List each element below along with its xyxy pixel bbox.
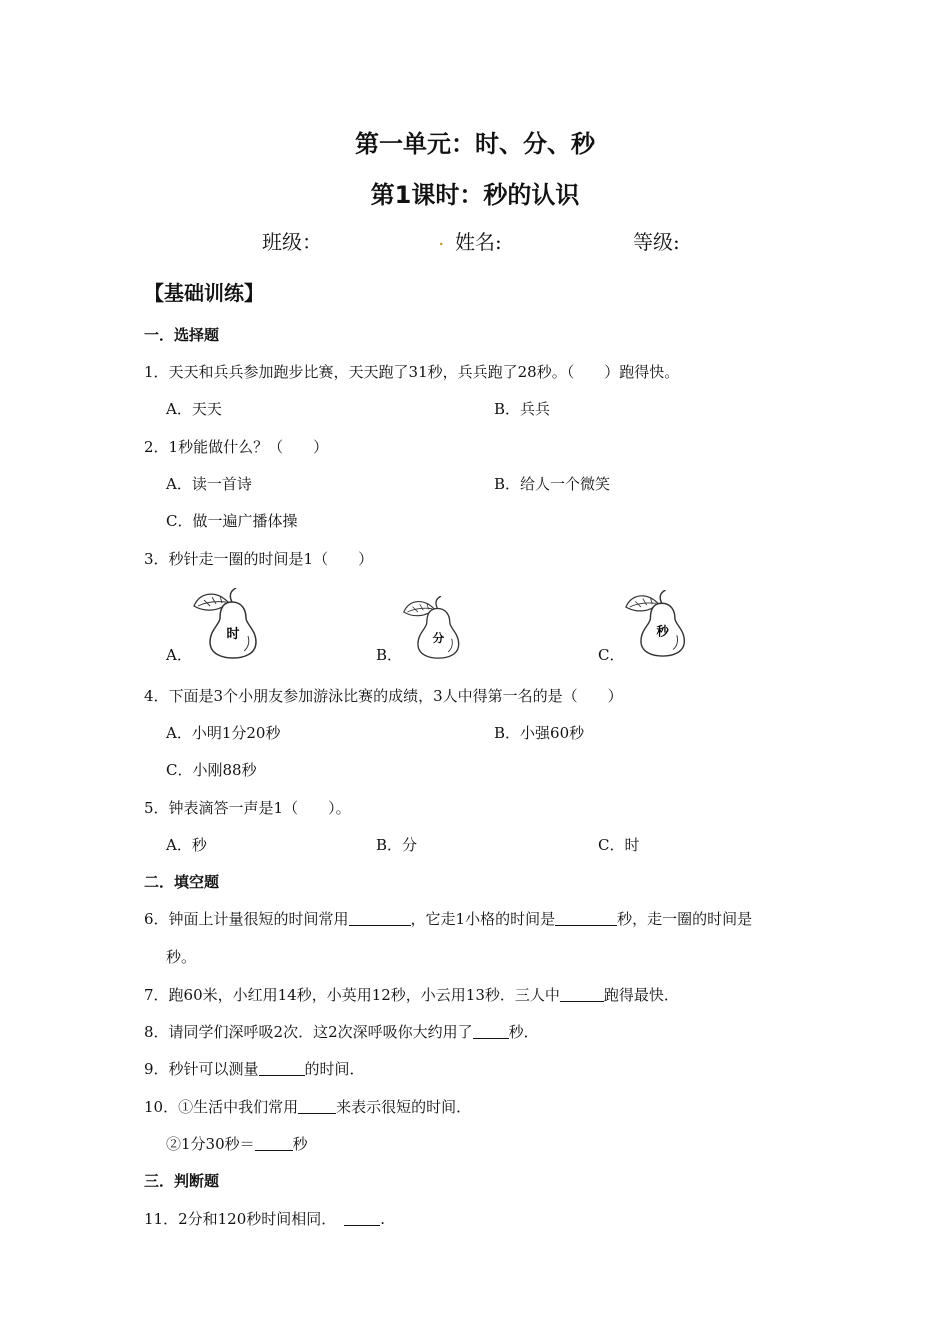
q9-text-2: 的时间． — [304, 1060, 365, 1078]
pear-icon-second — [624, 590, 690, 658]
q10-blank-1[interactable] — [298, 1099, 336, 1114]
q8 — [144, 1021, 539, 1042]
pear-label-second: 秒 — [656, 624, 669, 639]
q6-line1 — [144, 908, 752, 929]
q7 — [144, 984, 679, 1005]
pear-icon-hour — [192, 588, 262, 660]
q6-text-2: ，它走1小格的时间是 — [410, 910, 556, 928]
q7-text-1: 7．跑60米，小红用14秒，小英用12秒，小云用13秒．三人中 — [144, 986, 560, 1004]
unit-title: 第一单元：时、分、秒 — [355, 130, 595, 158]
q10-text-3: ②1分30秒＝ — [166, 1135, 255, 1153]
q11-text-1: 11．2分和120秒时间相同． — [144, 1210, 337, 1228]
q2-stem: 2．1秒能做什么？（ ） — [144, 438, 329, 456]
pear-label-minute: 分 — [432, 631, 445, 646]
q6-blank-2[interactable] — [555, 911, 617, 926]
q9-text-1: 9．秒针可以测量 — [144, 1060, 259, 1078]
q7-blank[interactable] — [560, 987, 604, 1002]
q3-option-c[interactable]: C． — [598, 646, 625, 664]
part2-title: 二．填空题 — [144, 873, 220, 891]
q3-stem: 3．秒针走一圈的时间是1（ ） — [144, 550, 374, 568]
q11 — [144, 1208, 385, 1229]
q4-option-b[interactable]: B．小强60秒 — [494, 724, 585, 742]
q1-option-a[interactable]: A．天天 — [166, 400, 222, 418]
q6-line2: 秒。 — [166, 948, 197, 966]
q2-option-a[interactable]: A．读一首诗 — [166, 475, 252, 493]
q6-text-1: 6．钟面上计量很短的时间常用 — [144, 910, 349, 928]
lesson-title: 第1课时：秒的认识 — [370, 181, 580, 209]
q5-option-a[interactable]: A．秒 — [166, 836, 207, 854]
q10-blank-2[interactable] — [255, 1136, 293, 1151]
q4-option-c[interactable]: C．小刚88秒 — [166, 761, 257, 779]
part3-title: 三．判断题 — [144, 1172, 220, 1190]
q7-text-2: 跑得最快． — [603, 986, 679, 1004]
q1-option-b[interactable]: B．兵兵 — [494, 400, 551, 418]
q6-blank-1[interactable] — [349, 911, 411, 926]
part1-title: 一．选择题 — [144, 326, 220, 344]
q3-option-b[interactable]: B． — [376, 646, 403, 664]
q5-option-b[interactable]: B．分 — [376, 836, 418, 854]
grade-label: 等级: — [633, 230, 680, 254]
q10-line2 — [166, 1133, 308, 1154]
q6-text-3: 秒，走一圈的时间是 — [617, 910, 753, 928]
section-basic-training: 【基础训练】 — [144, 281, 264, 305]
q8-text-2: 秒． — [508, 1023, 539, 1041]
q11-text-2: . — [380, 1210, 386, 1228]
name-label: 姓名: — [455, 230, 502, 254]
q4-stem: 4．下面是3个小朋友参加游泳比赛的成绩，3人中得第一名的是（ ） — [144, 687, 623, 705]
q4-option-a[interactable]: A．小明1分20秒 — [166, 724, 281, 742]
separator-dot: . — [438, 226, 445, 250]
q3-option-a[interactable]: A． — [166, 646, 192, 664]
q1-stem: 1．天天和兵兵参加跑步比赛，天天跑了31秒，兵兵跑了28秒。（ ）跑得快。 — [144, 363, 680, 381]
pear-icon-minute — [402, 596, 464, 660]
pear-label-hour: 时 — [226, 627, 240, 642]
q5-option-c[interactable]: C．时 — [598, 836, 640, 854]
q2-option-c[interactable]: C．做一遍广播体操 — [166, 512, 298, 530]
q10-text-1: 10．①生活中我们常用 — [144, 1098, 299, 1116]
q10-text-2: 来表示很短的时间． — [336, 1098, 472, 1116]
q9 — [144, 1058, 365, 1079]
q11-blank[interactable] — [344, 1211, 380, 1226]
q8-blank[interactable] — [473, 1024, 509, 1039]
q10-line1 — [144, 1096, 471, 1117]
q9-blank[interactable] — [259, 1061, 305, 1076]
q2-option-b[interactable]: B．给人一个微笑 — [494, 475, 611, 493]
q8-text-1: 8．请同学们深呼吸2次．这2次深呼吸你大约用了 — [144, 1023, 473, 1041]
class-label: 班级： — [262, 230, 322, 254]
q10-text-4: 秒 — [292, 1135, 308, 1153]
q5-stem: 5．钟表滴答一声是1（ ）。 — [144, 799, 351, 817]
